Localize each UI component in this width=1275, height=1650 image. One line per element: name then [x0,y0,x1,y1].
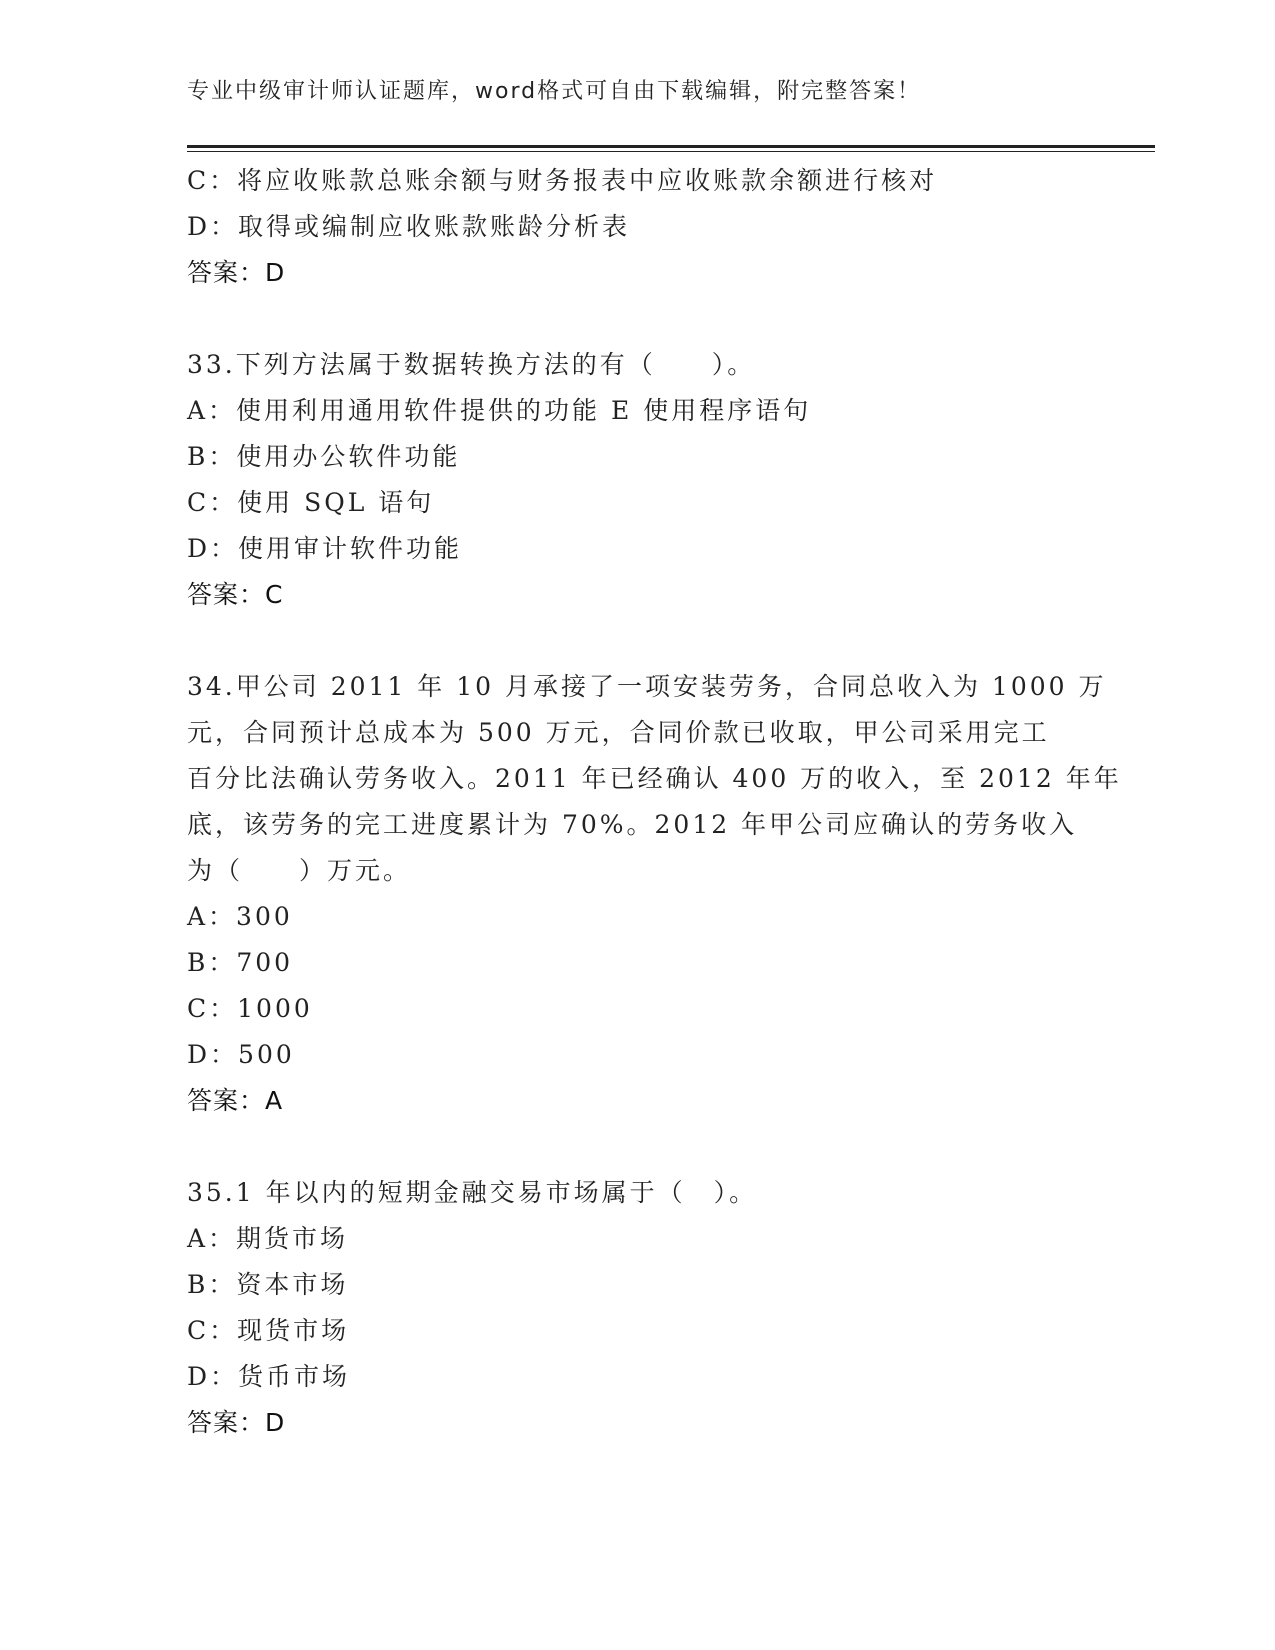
question-stem-line: 元，合同预计总成本为 500 万元，合同价款已收取，甲公司采用完工 [187,718,1050,747]
question-35 [187,1170,1087,1446]
spacer [187,618,1087,664]
page-header: 专业中级审计师认证题库，word格式可自由下载编辑，附完整答案！ [187,79,922,104]
header-divider-thick [187,145,1155,148]
option-d: D：使用审计软件功能 [187,534,463,563]
question-stem: 33.下列方法属于数据转换方法的有（ ）。 [187,350,756,379]
header-divider-thin [187,151,1155,152]
question-stem-line: 底，该劳务的完工进度累计为 70%。2012 年甲公司应确认的劳务收入 [187,810,1078,839]
answer-line: 答案：D [187,1408,286,1437]
option-c: C：使用 SQL 语句 [187,488,435,517]
question-stem-line: 为（ ）万元。 [187,856,412,885]
option-c: C：1000 [187,994,313,1023]
spacer [187,296,1087,342]
previous-question [187,158,1087,296]
option-d: D：取得或编制应收账款账龄分析表 [187,212,631,241]
option-b: B：资本市场 [187,1270,349,1299]
question-stem-line: 34.甲公司 2011 年 10 月承接了一项安装劳务，合同总收入为 1000 万 [187,672,1107,701]
question-stem-line: 百分比法确认劳务收入。2011 年已经确认 400 万的收入，至 2012 年年 [187,764,1122,793]
option-b: B：使用办公软件功能 [187,442,461,471]
question-34 [187,664,1122,1124]
option-a: A：300 [187,902,293,931]
option-d: D：货币市场 [187,1362,351,1391]
option-b: B：700 [187,948,294,977]
option-a: A：期货市场 [187,1224,349,1253]
question-33 [187,342,1087,618]
question-stem: 35.1 年以内的短期金融交易市场属于（ ）。 [187,1178,758,1207]
option-c: C：现货市场 [187,1316,350,1345]
option-c: C：将应收账款总账余额与财务报表中应收账款余额进行核对 [187,166,938,195]
answer-line: 答案：C [187,580,284,609]
answer-line: 答案：D [187,258,286,287]
spacer [187,1124,1087,1170]
answer-line: 答案：A [187,1086,284,1115]
option-a: A：使用利用通用软件提供的功能 E 使用程序语句 [187,396,812,425]
question-content [187,158,1122,1446]
option-d: D：500 [187,1040,295,1069]
